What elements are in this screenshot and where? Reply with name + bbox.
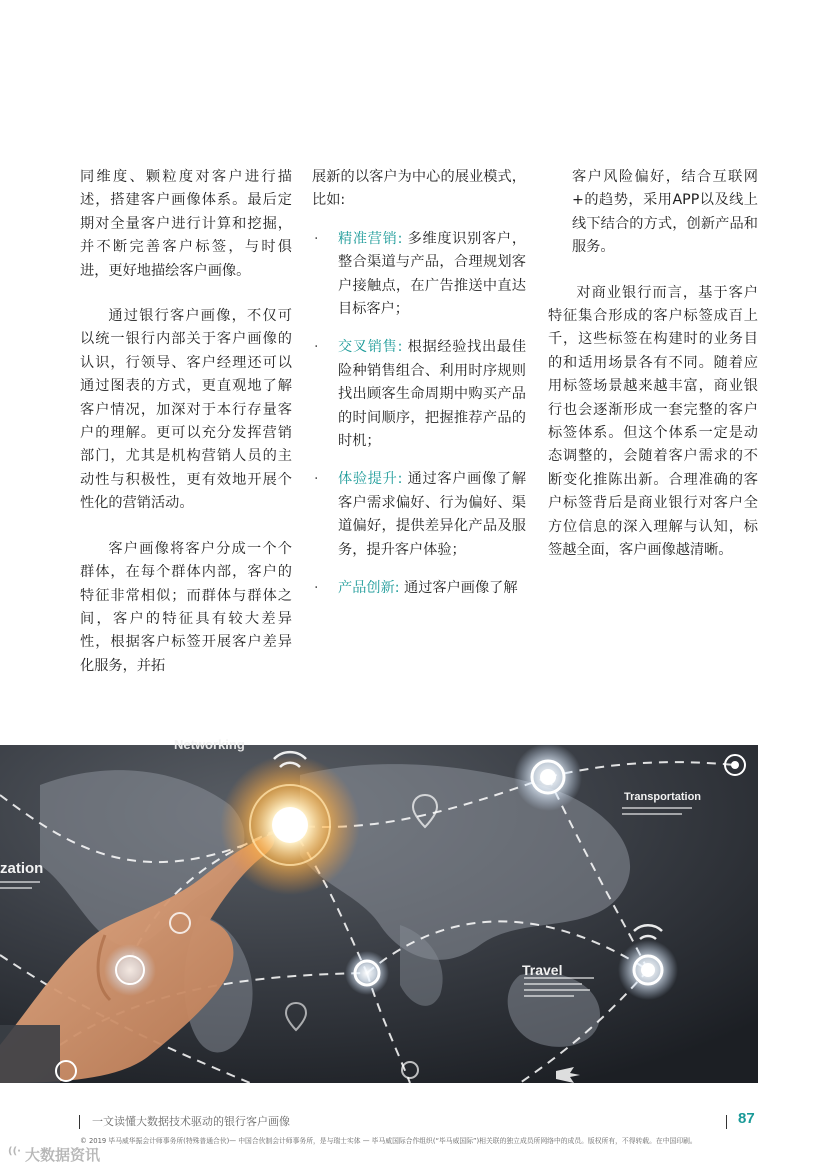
bullet-keyword: 交叉销售: bbox=[338, 339, 403, 356]
bullet-item bbox=[312, 228, 526, 322]
bullet-text: 通过客户画像了解 bbox=[399, 580, 518, 597]
bullet-marker: · bbox=[314, 471, 319, 488]
text-column-2 bbox=[312, 166, 526, 616]
bullet-keyword: 精准营销: bbox=[338, 230, 403, 247]
signal-icon: ((· bbox=[8, 1146, 21, 1157]
text-column-3 bbox=[548, 166, 758, 563]
bullet-item bbox=[312, 336, 526, 453]
bullet-item bbox=[312, 577, 526, 600]
transportation-label: Transportation bbox=[624, 791, 702, 803]
text-column-1 bbox=[80, 166, 292, 678]
paragraph: 通过银行客户画像，不仅可以统一银行内部关于客户画像的认识，行领导、客户经理还可以通过图表的方式，更直观地了解客户情况，加深对于本行存量客户的理解。更可以充分发挥营销部门，尤其是机构营销人员的主动性与积极性，更有效地开展个性化的营销活动。 bbox=[80, 308, 292, 512]
network-map-photo bbox=[0, 737, 758, 1083]
paragraph: 展新的以客户为中心的展业模式，比如: bbox=[312, 169, 526, 209]
bullet-keyword: 体验提升: bbox=[338, 471, 403, 488]
paragraph: 客户画像将客户分成一个个群体，在每个群体内部，客户的特征非常相似；而群体与群体之间，客户的特征具有较大差异性，根据客户标签开展客户差异化服务，并拓 bbox=[80, 540, 292, 674]
paragraph: 对商业银行而言，基于客户特征集合形成的客户标签成百上千，这些标签在构建时的业务目的和适用场景各有不同。随着应用标签场景越来越丰富，商业银行也会逐渐形成一套完整的客户标签体系。但这个体系一定是动态调整的，会随着客户需求的不断变化推陈出新。合理准确的客户标签背后是商业银行对客户全方位信息的深入理解与认知，标签越全面，客户画像越清晰。 bbox=[548, 284, 758, 559]
paragraph: 同维度、颗粒度对客户进行描述，搭建客户画像体系。最后定期对全量客户进行计算和挖掘，并不断完善客户标签，与时俱进，更好地描绘客户画像。 bbox=[80, 169, 292, 279]
footer-divider bbox=[726, 1115, 727, 1129]
bullet-marker: · bbox=[314, 580, 319, 597]
footer-divider bbox=[79, 1115, 80, 1129]
copyright-notice: © 2019 毕马威华振会计师事务所(特殊普通合伙)— 中国合伙制会计师事务所，是与瑞士实体 — 毕马威国际合作组织(“毕马威国际”)相关联的独立成员所网络中的成员。版权所有，不得转载。在中国印刷。 bbox=[80, 1137, 697, 1145]
bullet-item bbox=[312, 468, 526, 562]
paragraph: 客户风险偏好，结合互联网+的趋势，采用APP以及线上线下结合的方式，创新产品和服务。 bbox=[572, 169, 758, 256]
bullet-text: 多维度识别客户，整合渠道与产品，合理规划客户接触点，在广告推送中直达目标客户； bbox=[338, 230, 527, 318]
watermark-text: 大数据资讯 bbox=[24, 1146, 100, 1164]
bullet-marker: · bbox=[314, 339, 319, 356]
watermark bbox=[8, 1144, 100, 1165]
travel-label: Travel bbox=[522, 962, 563, 978]
bullet-text: 通过客户画像了解客户需求偏好、行为偏好、渠道偏好，提供差异化产品及服务，提升客户体验； bbox=[338, 471, 527, 558]
organization-label: zation bbox=[0, 860, 44, 877]
bullet-text: 根据经验找出最佳险种销售组合、利用时序规则找出顾客生命周期中购买产品的时间顺序，把握推荐产品的时机； bbox=[338, 339, 527, 450]
networking-label: Networking bbox=[174, 737, 245, 752]
bullet-keyword: 产品创新: bbox=[338, 580, 400, 597]
footer-title: 一文读懂大数据技术驱动的银行客户画像 bbox=[92, 1115, 290, 1128]
page-number: 87 bbox=[738, 1110, 755, 1127]
bullet-marker: · bbox=[314, 230, 319, 247]
